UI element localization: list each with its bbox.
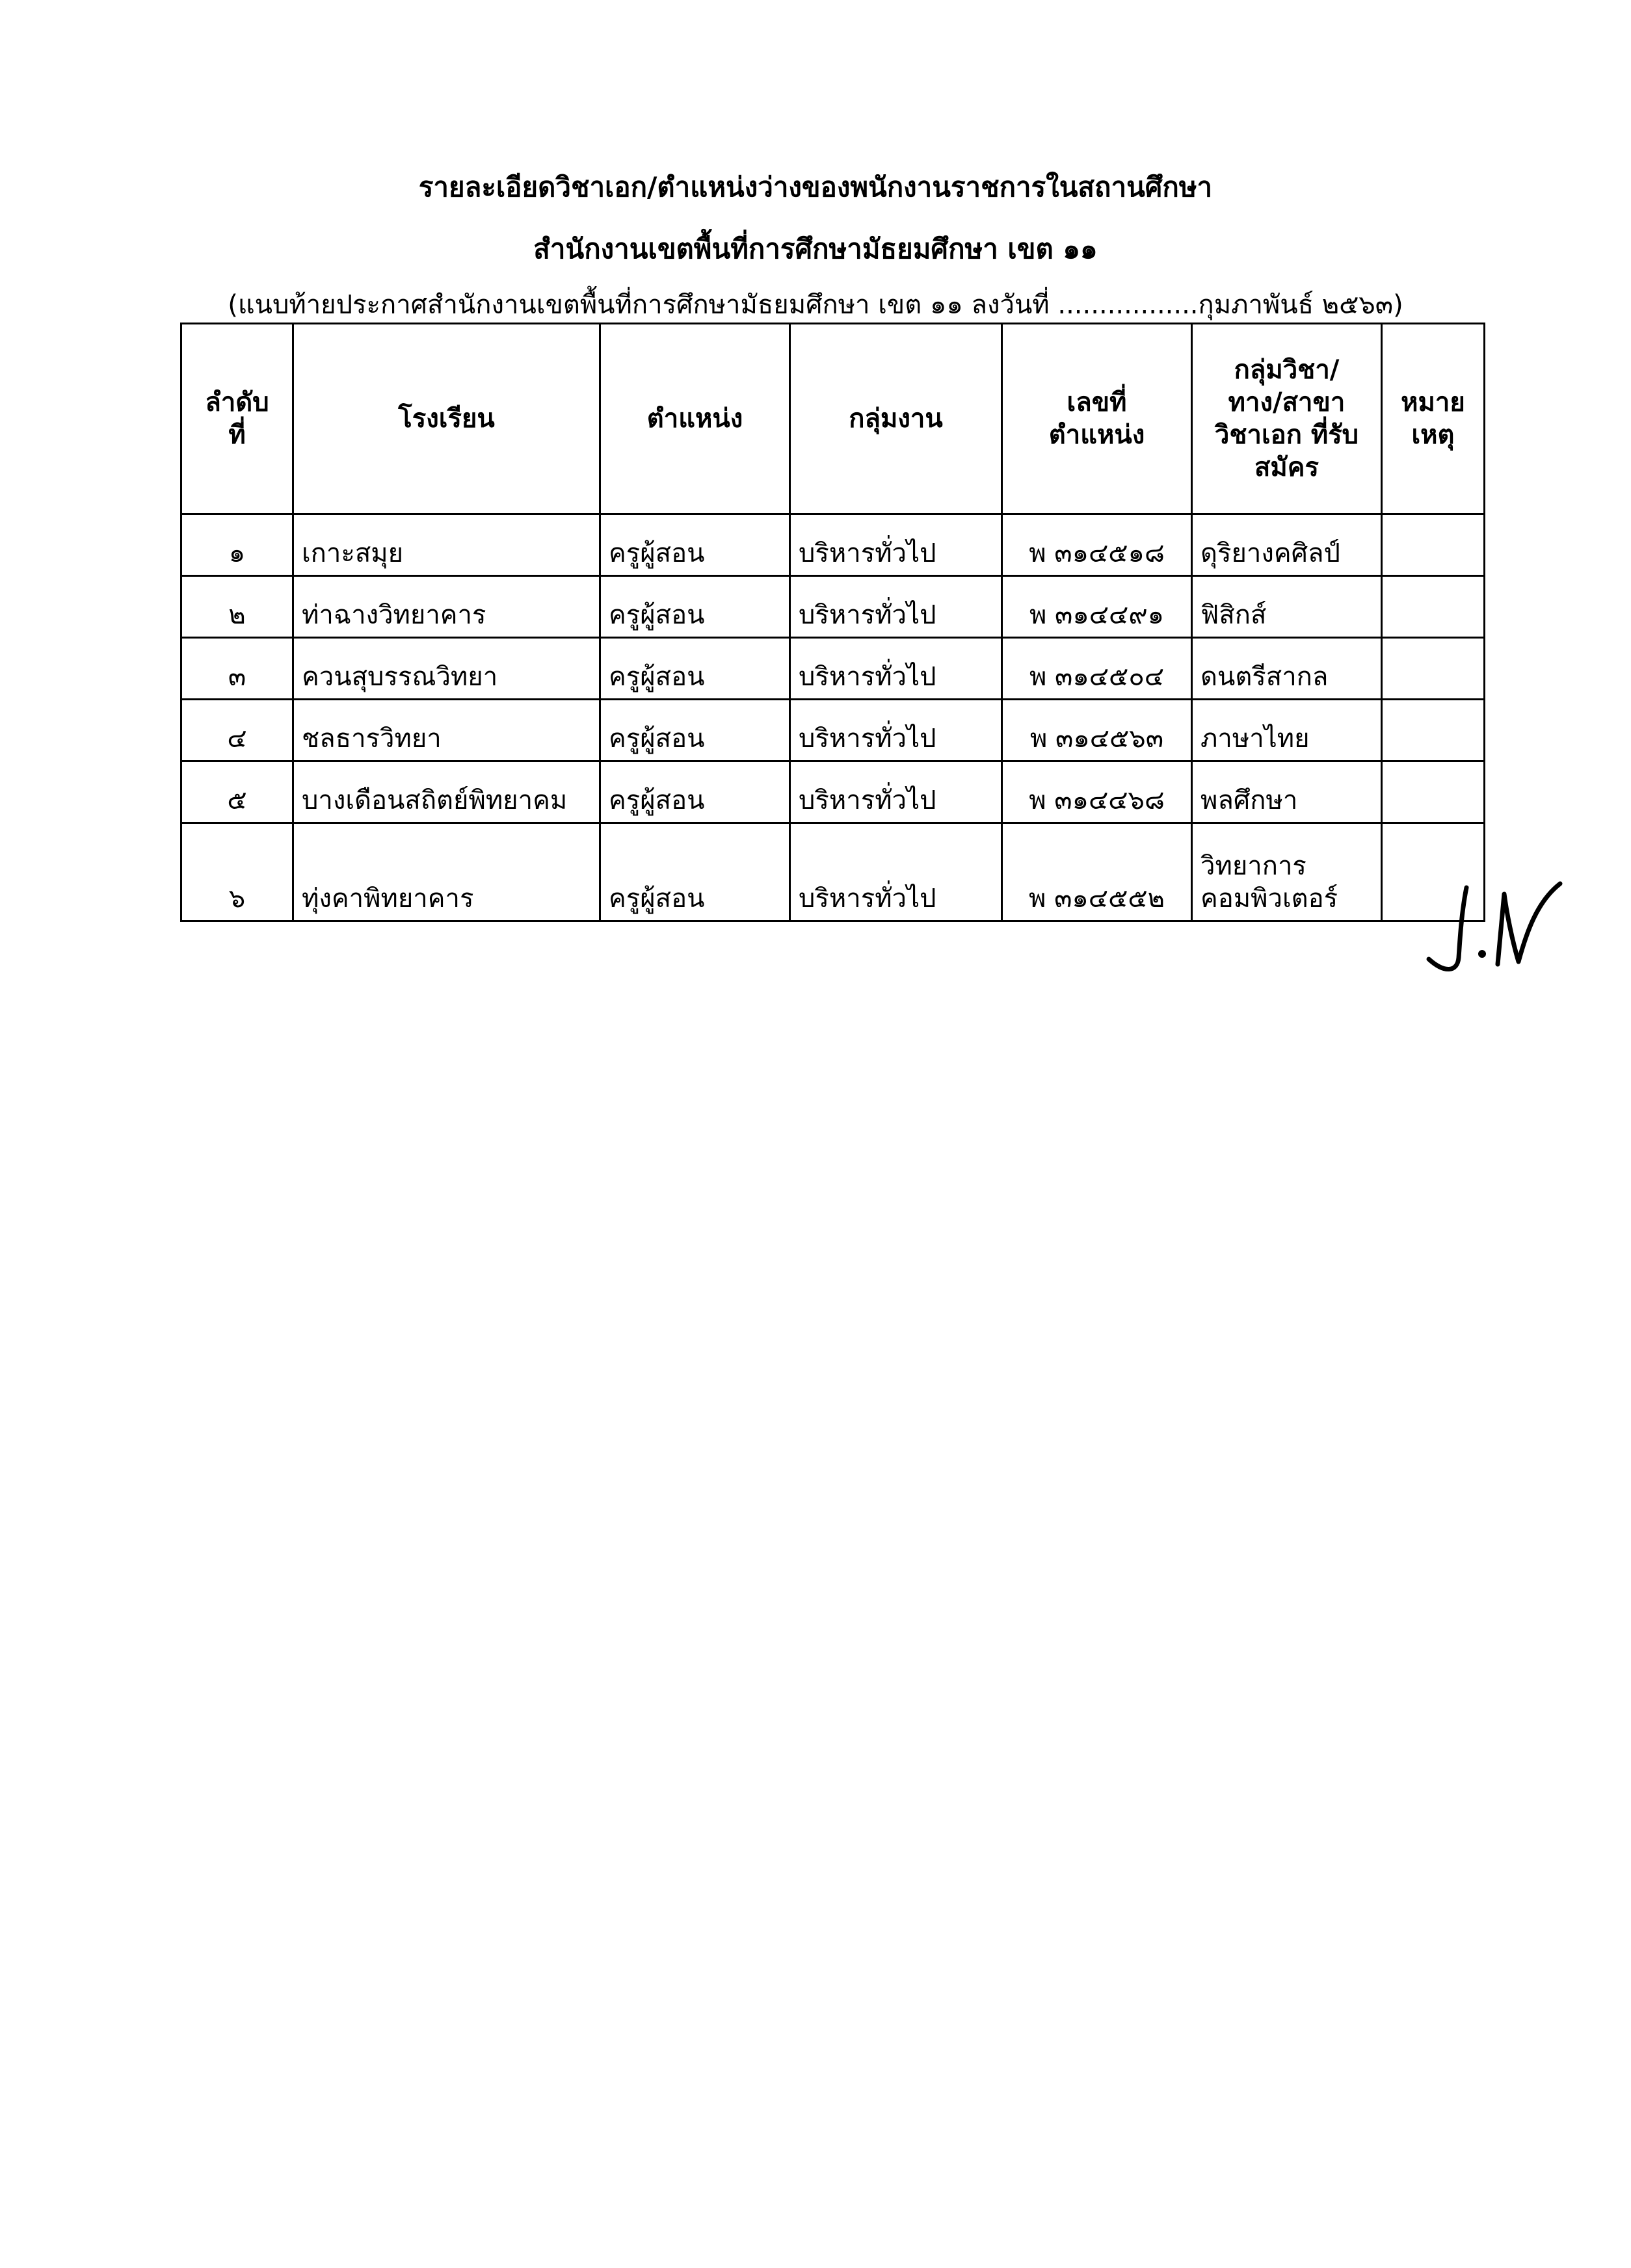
cell-no: ๕ [181,761,293,823]
cell-subject: พลศึกษา [1192,761,1382,823]
cell-remark [1382,700,1485,761]
header-subject-line2: ทาง/สาขา [1228,388,1346,417]
header-work-group [790,324,1002,514]
table-row [181,576,1485,638]
cell-position: ครูผู้สอน [600,514,790,576]
cell-school: ชลธารวิทยา [293,700,600,761]
table-row [181,823,1485,921]
cell-position: ครูผู้สอน [600,576,790,638]
handwritten-signature [1421,868,1571,985]
header-subject-line1: กลุ่มวิชา/ [1234,355,1340,385]
header-position-no-line1: เลขที่ [1067,388,1127,417]
cell-no: ๒ [181,576,293,638]
header-position-label: ตำแหน่ง [646,404,743,434]
header-subject [1192,324,1382,514]
header-no-line1: ลำดับ [205,388,269,417]
cell-school: ท่าฉางวิทยาคาร [293,576,600,638]
header-subject-line3: วิชาเอก ที่รับ [1214,420,1359,450]
cell-position-no: พ ๓๑๔๕๖๓ [1002,700,1192,761]
cell-subject: ภาษาไทย [1192,700,1382,761]
cell-subject-line1: วิทยาการ [1200,851,1306,881]
cell-position-no: พ ๓๑๔๕๑๘ [1002,514,1192,576]
cell-school: ควนสุบรรณวิทยา [293,638,600,700]
table-row [181,514,1485,576]
header-school [293,324,600,514]
header-position-no [1002,324,1192,514]
cell-work-group: บริหารทั่วไป [790,514,1002,576]
cell-position-no: พ ๓๑๔๔๖๘ [1002,761,1192,823]
document-title: รายละเอียดวิชาเอก/ตำแหน่งว่างของพนักงานราชการในสถานศึกษา [418,171,1213,203]
header-position [600,324,790,514]
cell-position-no: พ ๓๑๔๕๐๔ [1002,638,1192,700]
table-row [181,638,1485,700]
cell-no: ๓ [181,638,293,700]
header-no [181,324,293,514]
document-subtitle: สำนักงานเขตพื้นที่การศึกษามัธยมศึกษา เขต ๑๑ [533,233,1098,265]
cell-subject [1192,823,1382,921]
header-remark [1382,324,1485,514]
cell-work-group: บริหารทั่วไป [790,761,1002,823]
cell-subject: ฟิสิกส์ [1192,576,1382,638]
table-header-row [181,324,1485,514]
cell-position: ครูผู้สอน [600,638,790,700]
cell-position: ครูผู้สอน [600,700,790,761]
cell-subject: ดนตรีสากล [1192,638,1382,700]
cell-no: ๖ [181,823,293,921]
cell-work-group: บริหารทั่วไป [790,823,1002,921]
cell-work-group: บริหารทั่วไป [790,638,1002,700]
cell-position-no: พ ๓๑๔๕๕๒ [1002,823,1192,921]
cell-position-no: พ ๓๑๔๔๙๑ [1002,576,1192,638]
cell-remark [1382,576,1485,638]
cell-school: เกาะสมุย [293,514,600,576]
cell-remark [1382,761,1485,823]
cell-remark [1382,514,1485,576]
header-work-group-label: กลุ่มงาน [849,404,943,434]
cell-subject-line2: คอมพิวเตอร์ [1200,884,1338,914]
cell-position: ครูผู้สอน [600,823,790,921]
table-row [181,761,1485,823]
header-remark-line1: หมาย [1401,388,1465,417]
document-annex-note: (แนบท้ายประกาศสำนักงานเขตพื้นที่การศึกษามัธยมศึกษา เขต ๑๑ ลงวันที่ .................กุมภาพันธ์ ๒๕๖๓) [228,290,1403,320]
header-position-no-line2: ตำแหน่ง [1048,420,1145,450]
cell-work-group: บริหารทั่วไป [790,700,1002,761]
header-no-line2: ที่ [228,420,246,450]
cell-school: บางเดือนสถิตย์พิทยาคม [293,761,600,823]
cell-no: ๑ [181,514,293,576]
header-subject-line4: สมัคร [1254,453,1319,482]
header-remark-line2: เหตุ [1411,420,1455,450]
cell-no: ๔ [181,700,293,761]
vacancy-table [180,323,1485,922]
header-school-label: โรงเรียน [398,404,495,434]
cell-work-group: บริหารทั่วไป [790,576,1002,638]
cell-position: ครูผู้สอน [600,761,790,823]
cell-subject: ดุริยางคศิลป์ [1192,514,1382,576]
cell-school: ทุ่งคาพิทยาคาร [293,823,600,921]
table-row [181,700,1485,761]
cell-remark [1382,638,1485,700]
